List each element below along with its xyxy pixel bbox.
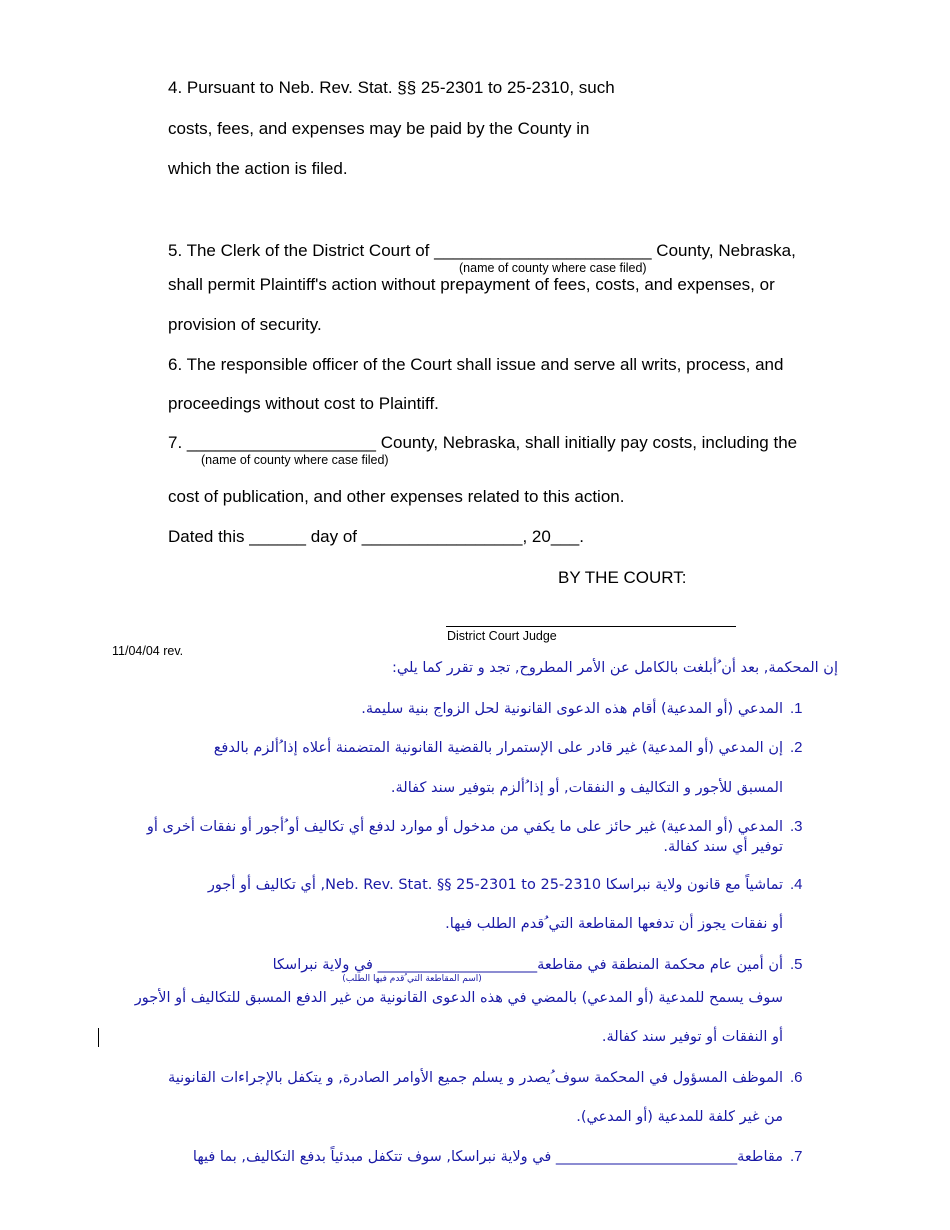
arabic-item-6-line-1: الموظف المسؤول في المحكمة سوف ُيصدر و يسلم جميع الأوامر الصادرة, و يتكفل بالإجراءات القانونية (167, 1070, 783, 1086)
arabic-item-6-number: .6 (790, 1069, 803, 1086)
arabic-item-1-number: .1 (790, 700, 803, 717)
arabic-intro: إن المحكمة, بعد أن ُأبلغت بالكامل عن الأمر المطروح, تجد و تقرر كما يلي: (391, 660, 838, 676)
paragraph-4-line-1: 4. Pursuant to Neb. Rev. Stat. §§ 25-2301 to 25-2310, such (168, 78, 615, 97)
by-the-court: BY THE COURT: (558, 568, 687, 587)
paragraph-5-line-2: shall permit Plaintiff's action without prepayment of fees, costs, and expenses, or (168, 275, 775, 294)
county-caption-5: (name of county where case filed) (459, 261, 647, 275)
text-cursor (98, 1028, 99, 1047)
arabic-item-3-line-1: المدعي (أو المدعية) غير حائز على ما يكفي من مدخول أو موارد لدفع أي تكاليف أو ُأجور أو نفقات أخرى أو توفير أي سند كفالة. (146, 819, 783, 855)
paragraph-5-line-3: provision of security. (168, 315, 322, 334)
revision-date: 11/04/04 rev. (112, 644, 184, 658)
judge-label: District Court Judge (447, 629, 557, 643)
paragraph-4-line-3: which the action is filed. (168, 159, 348, 178)
arabic-county-caption: (اسم المقاطعة التي ُقدم فيها الطلب) (342, 974, 482, 984)
arabic-item-5-line-3: أو النفقات أو توفير سند كفالة. (601, 1029, 783, 1045)
arabic-item-1-line-1: المدعي (أو المدعية) أقام هذه الدعوى القانونية لحل الزواج بنية سليمة. (361, 701, 783, 717)
paragraph-4-line-2: costs, fees, and expenses may be paid by the County in (168, 119, 590, 138)
county-caption-7: (name of county where case filed) (201, 453, 389, 467)
paragraph-6-line-1: 6. The responsible officer of the Court shall issue and serve all writs, process, and (168, 355, 784, 374)
arabic-item-7-number: .7 (790, 1148, 803, 1165)
paragraph-6-line-2: proceedings without cost to Plaintiff. (168, 394, 439, 413)
paragraph-5-line-1: 5. The Clerk of the District Court of _______________________ County, Nebraska, (168, 241, 796, 260)
arabic-item-2-line-2: المسبق للأجور و التكاليف و النفقات, أو إذا ُألزم بتوفير سند كفالة. (390, 780, 783, 796)
arabic-item-2-line-1: إن المدعي (أو المدعية) غير قادر على الإستمرار بالقضية القانونية المتضمنة أعلاه إذا ُألزم بالدفع (213, 740, 783, 756)
arabic-item-3-number: .3 (790, 818, 803, 835)
paragraph-7-line-2: cost of publication, and other expenses related to this action. (168, 487, 625, 506)
arabic-item-4-number: .4 (790, 876, 803, 893)
arabic-item-4-line-2: أو نفقات يجوز أن تدفعها المقاطعة التي ُقدم الطلب فيها. (445, 916, 783, 932)
arabic-item-6-line-2: من غير كلفة للمدعية (أو المدعي). (576, 1109, 783, 1125)
judge-signature-line (446, 626, 736, 627)
paragraph-7-line-1: 7. ____________________ County, Nebraska, shall initially pay costs, including the (168, 433, 798, 452)
dated-line: Dated this ______ day of _________________, 20___. (168, 527, 584, 546)
arabic-item-2-number: .2 (790, 739, 803, 756)
arabic-item-5-number: .5 (790, 956, 803, 973)
arabic-item-7-line-1: مقاطعة_________________________ في ولاية نبراسكا, سوف تتكفل مبدئياً بدفع التكاليف, بما فيها (192, 1149, 783, 1165)
arabic-item-4-line-1: تماشياً مع قانون ولاية نبراسكا Neb. Rev. Stat. §§ 25-2301 to 25-2310, أي تكاليف أو أجور (207, 877, 783, 893)
arabic-item-5-line-1: أن أمين عام محكمة المنطقة في مقاطعة______________________ في ولاية نبراسكا (272, 957, 783, 973)
arabic-item-5-line-2: سوف يسمح للمدعية (أو المدعي) بالمضي في هذه الدعوى القانونية من غير الدفع المسبق للتكاليف أو الأجور (134, 990, 783, 1006)
